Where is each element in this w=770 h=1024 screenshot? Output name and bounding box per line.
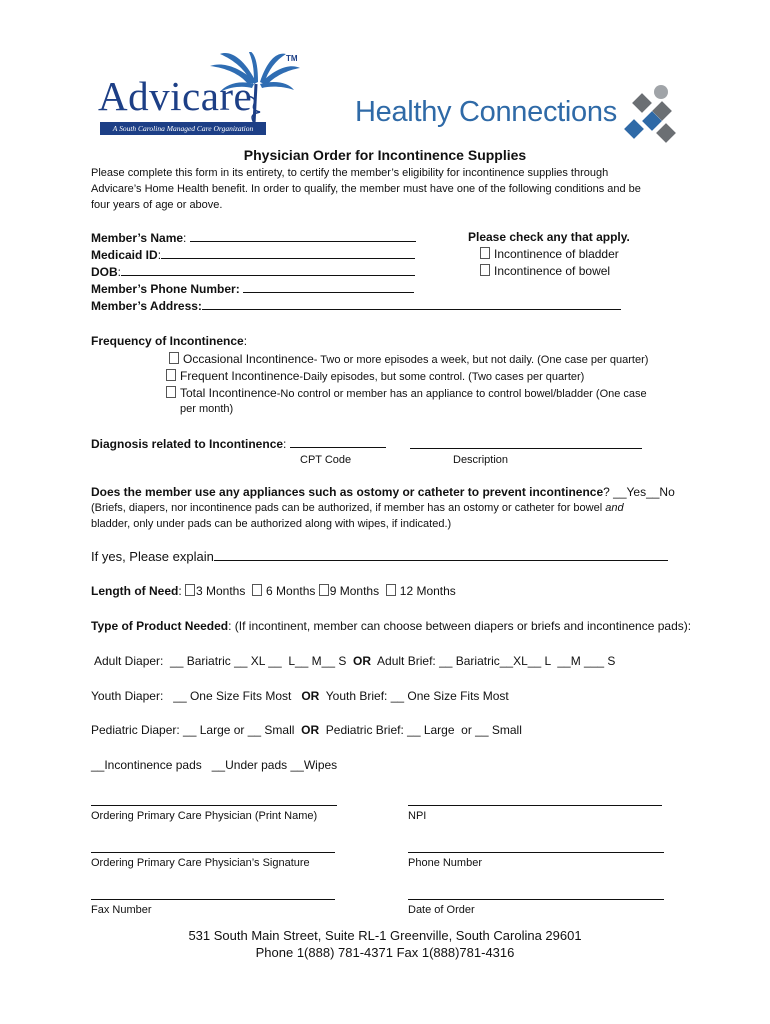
adult-brief-options[interactable]: Adult Brief: __ Bariatric__XL__ L __M ___ S xyxy=(371,654,616,668)
youth-brief-options[interactable]: Youth Brief: __ One Size Fits Most xyxy=(319,689,509,703)
form-title: Physician Order for Incontinence Supplies xyxy=(243,147,527,163)
appliance-note-line-2: bladder, only under pads can be authorized along with wipes, if indicated.) xyxy=(91,518,452,530)
physician-signature-line[interactable] xyxy=(91,852,335,853)
frequent-option xyxy=(166,367,584,385)
adult-diaper-options[interactable]: Adult Diaper: __ Bariatric __ XL __ L__ M__ S xyxy=(94,654,354,668)
physician-signature-caption: Ordering Primary Care Physician’s Signature xyxy=(91,857,310,869)
pediatric-or: OR xyxy=(301,723,320,737)
member-name-row: Member’s Name: xyxy=(91,229,416,246)
member-address-field[interactable] xyxy=(202,297,621,310)
diagnosis-row: Diagnosis related to Incontinence: xyxy=(91,435,386,452)
member-address-row xyxy=(91,297,621,314)
length-6-months-label: 6 Months xyxy=(266,584,316,598)
pads-row[interactable]: __Incontinence pads __Under pads __Wipes xyxy=(91,758,338,772)
healthy-connections-mark-icon xyxy=(621,82,681,144)
adult-row xyxy=(94,653,615,669)
length-6-months-checkbox[interactable] xyxy=(252,584,262,596)
occasional-checkbox[interactable] xyxy=(169,352,179,364)
member-address-label: Member’s Address: xyxy=(91,299,202,313)
fax-line[interactable] xyxy=(91,899,335,900)
healthy-connections-name: Healthy Connections xyxy=(355,96,617,128)
dob-row: DOB: xyxy=(91,263,415,280)
physician-name-line[interactable] xyxy=(91,805,337,806)
product-type-label: Type of Product Needed xyxy=(91,619,229,633)
occasional-desc: - Two or more episodes a week, but not daily. (One case per quarter) xyxy=(313,354,649,366)
trademark-mark: TM xyxy=(286,54,298,63)
pediatric-row xyxy=(91,722,522,738)
member-name-field[interactable] xyxy=(190,229,416,242)
advicare-logo xyxy=(98,52,303,138)
cpt-code-field[interactable] xyxy=(290,435,386,448)
youth-row xyxy=(91,688,509,704)
length-12-months-label: 12 Months xyxy=(399,584,456,598)
explain-row xyxy=(91,548,668,565)
appliance-question-row xyxy=(91,484,675,500)
length-3-months-label: 3 Months xyxy=(196,584,246,598)
intro-line-1: Please complete this form in its entirety, to certify the member’s eligibility for incontinence supplies through xyxy=(91,167,609,179)
pediatric-diaper-options[interactable]: Pediatric Diaper: __ Large or __ Small xyxy=(91,723,302,737)
length-9-months-label: 9 Months xyxy=(329,584,380,598)
member-phone-row xyxy=(91,280,414,297)
diagnosis-description-field[interactable] xyxy=(410,436,642,449)
diagnosis-label: Diagnosis related to Incontinence xyxy=(91,437,284,451)
check-heading: Please check any that apply. xyxy=(468,230,630,244)
member-phone-field[interactable] xyxy=(243,280,414,293)
npi-line[interactable] xyxy=(408,805,662,806)
bowel-checkbox[interactable] xyxy=(480,264,490,276)
member-name-label: Member’s Name xyxy=(91,231,184,245)
bladder-option xyxy=(480,246,619,262)
healthy-connections-logo xyxy=(355,82,680,144)
length-9-months-checkbox[interactable] xyxy=(319,584,329,596)
appliance-note-line-1 xyxy=(91,500,624,516)
medicaid-id-field[interactable] xyxy=(161,246,415,259)
length-3-months-checkbox[interactable] xyxy=(185,584,195,596)
bowel-option xyxy=(480,263,610,279)
bladder-label: Incontinence of bladder xyxy=(494,247,619,261)
adult-or: OR xyxy=(353,654,372,668)
explain-field[interactable] xyxy=(214,548,668,561)
fax-caption: Fax Number xyxy=(91,904,152,916)
advicare-name: Advicare xyxy=(98,73,253,119)
medicaid-id-label: Medicaid ID xyxy=(91,248,158,262)
appliance-note-text: (Briefs, diapers, nor incontinence pads can be authorized, if member has an ostomy or catheter for bowel xyxy=(91,502,606,514)
advicare-tagline: A South Carolina Managed Care Organization xyxy=(100,122,266,135)
date-caption: Date of Order xyxy=(408,904,475,916)
frequent-desc: -Daily episodes, but some control. (Two cases per quarter) xyxy=(299,371,585,383)
phone-line[interactable] xyxy=(408,852,664,853)
length-of-need-row: Length of Need: 3 Months 6 Months 9 Months 12 Months xyxy=(91,584,456,598)
explain-label: If yes, Please explain xyxy=(91,549,214,564)
pediatric-brief-options[interactable]: Pediatric Brief: __ Large or __ Small xyxy=(319,723,522,737)
bowel-label: Incontinence of bowel xyxy=(494,264,611,278)
intro-line-2: Advicare’s Home Health benefit. In order to qualify, the member must have one of the following conditions and be xyxy=(91,183,641,195)
occasional-label: Occasional Incontinence xyxy=(183,352,314,366)
length-12-months-checkbox[interactable] xyxy=(386,584,396,596)
total-option xyxy=(166,384,647,402)
product-type-row xyxy=(91,618,691,634)
medicaid-id-row: Medicaid ID: xyxy=(91,246,415,263)
description-caption: Description xyxy=(453,454,509,466)
youth-diaper-options[interactable]: Youth Diaper: __ One Size Fits Most xyxy=(91,689,302,703)
appliance-question: Does the member use any appliances such as ostomy or catheter to prevent incontinence xyxy=(91,485,604,499)
product-type-note: : (If incontinent, member can choose between diapers or briefs and incontinence pads): xyxy=(228,619,692,633)
intro-line-3: four years of age or above. xyxy=(91,199,223,211)
footer-contact: Phone 1(888) 781-4371 Fax 1(888)781-4316 xyxy=(255,945,515,960)
appliance-answer[interactable]: ? __Yes__No xyxy=(603,485,675,499)
dob-label: DOB xyxy=(91,265,118,279)
total-checkbox[interactable] xyxy=(166,386,176,398)
length-label: Length of Need xyxy=(91,584,179,598)
frequent-checkbox[interactable] xyxy=(166,369,176,381)
frequent-label: Frequent Incontinence xyxy=(180,369,300,383)
total-desc: -No control or member has an appliance to control bowel/bladder (One case xyxy=(276,388,647,400)
member-phone-label: Member’s Phone Number: xyxy=(91,282,240,296)
dob-field[interactable] xyxy=(121,263,415,276)
cpt-code-caption: CPT Code xyxy=(300,454,352,466)
bladder-checkbox[interactable] xyxy=(480,247,490,259)
npi-caption: NPI xyxy=(408,810,427,822)
total-label: Total Incontinence xyxy=(180,386,277,400)
phone-caption: Phone Number xyxy=(408,857,482,869)
frequency-row: Frequency of Incontinence: xyxy=(91,334,248,348)
frequency-label: Frequency of Incontinence xyxy=(91,334,244,348)
physician-name-caption: Ordering Primary Care Physician (Print Name) xyxy=(91,810,318,822)
date-line[interactable] xyxy=(408,899,664,900)
footer-address: 531 South Main Street, Suite RL-1 Greenville, South Carolina 29601 xyxy=(188,928,582,943)
occasional-option xyxy=(169,350,648,368)
youth-or: OR xyxy=(301,689,320,703)
total-desc-continued: per month) xyxy=(180,403,234,415)
appliance-note-and: and xyxy=(605,502,624,514)
